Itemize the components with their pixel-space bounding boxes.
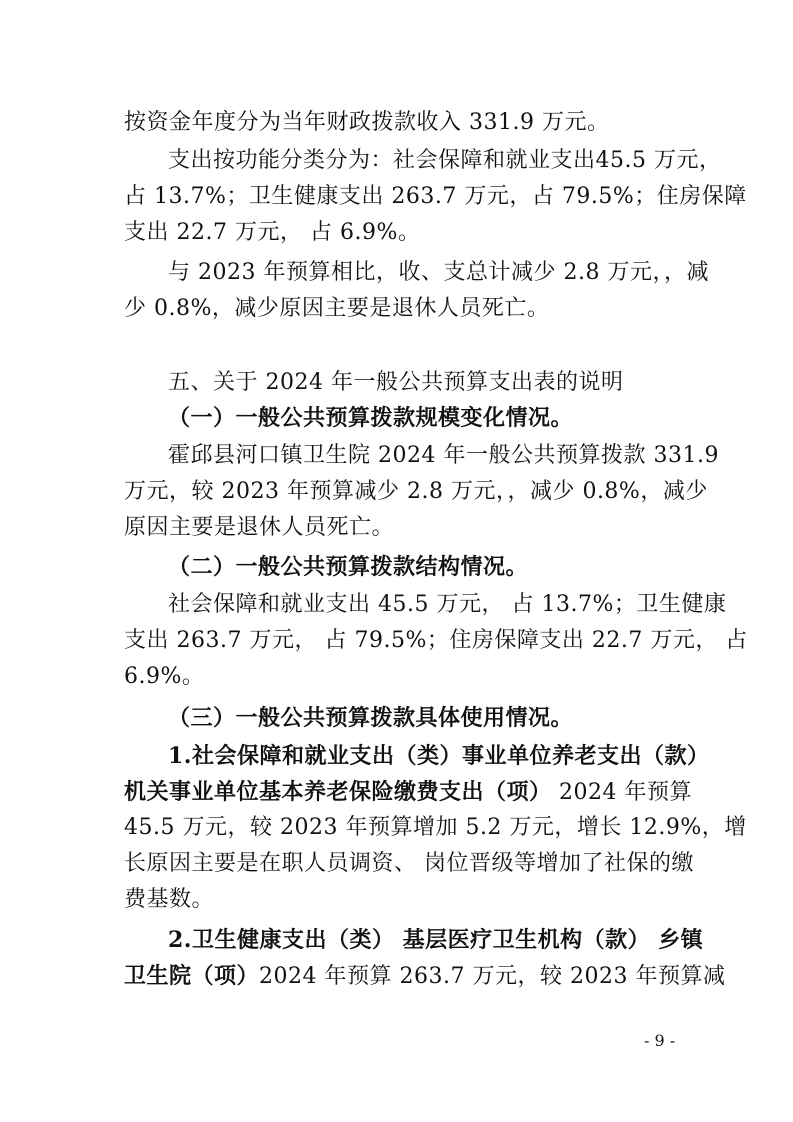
paragraph-line: 45.5 万元，较 2023 年预算增加 5.2 万元，增长 12.9%，增 [124,815,747,840]
paragraph-line [124,961,726,992]
paragraph-line: 占 13.7%；卫生健康支出 263.7 万元，占 79.5%；住房保障 [124,184,747,209]
paragraph-line [124,777,692,808]
paragraph-line: 6.9%。 [124,664,205,689]
paragraph-line: 支出按功能分类分为：社会保障和就业支出45.5 万元， [168,148,722,173]
item-heading-continued: 机关事业单位基本养老保险缴费支出（项） [124,779,552,805]
item-heading-continued: 卫生院（项） [124,963,260,989]
paragraph-line: 支出 22.7 万元， 占 6.9%。 [124,220,421,245]
paragraph-line: 霍邱县河口镇卫生院 2024 年一般公共预算拨款 331.9 [168,443,719,468]
section-heading: 五、关于 2024 年一般公共预算支出表的说明 [168,370,624,395]
page-number: - 9 - [644,1031,676,1050]
paragraph-line: 与 2023 年预算相比，收、支总计减少 2.8 万元，，减 [168,260,709,285]
paragraph-line: 支出 263.7 万元， 占 79.5%；住房保障支出 22.7 万元， 占 [124,628,748,653]
item-text: 2024 年预算 [551,780,692,805]
paragraph-line: 原因主要是退休人员死亡。 [124,515,395,540]
subsection-heading: （三）一般公共预算拨款具体使用情况。 [168,705,574,731]
subsection-heading: （一）一般公共预算拨款规模变化情况。 [168,405,574,431]
subsection-heading: （二）一般公共预算拨款结构情况。 [168,554,529,580]
item-text: 2024 年预算 263.7 万元，较 2023 年预算减 [259,964,726,989]
paragraph-line: 社会保障和就业支出 45.5 万元， 占 13.7%；卫生健康 [168,592,727,617]
paragraph-line: 少 0.8%，减少原因主要是退休人员死亡。 [124,296,550,321]
paragraph-line: 万元，较 2023 年预算减少 2.8 万元，，减少 0.8%，减少 [124,479,708,504]
item-heading: 2.卫生健康支出（类） 基层医疗卫生机构（款） 乡镇 [168,927,704,953]
paragraph-line: 按资金年度分为当年财政拨款收入 331.9 万元。 [124,110,610,135]
paragraph-line: 费基数。 [124,887,215,912]
paragraph-line: 长原因主要是在职人员调资、 岗位晋级等增加了社保的缴 [124,851,694,876]
item-heading: 1.社会保障和就业支出（类）事业单位养老支出（款） [168,743,710,769]
